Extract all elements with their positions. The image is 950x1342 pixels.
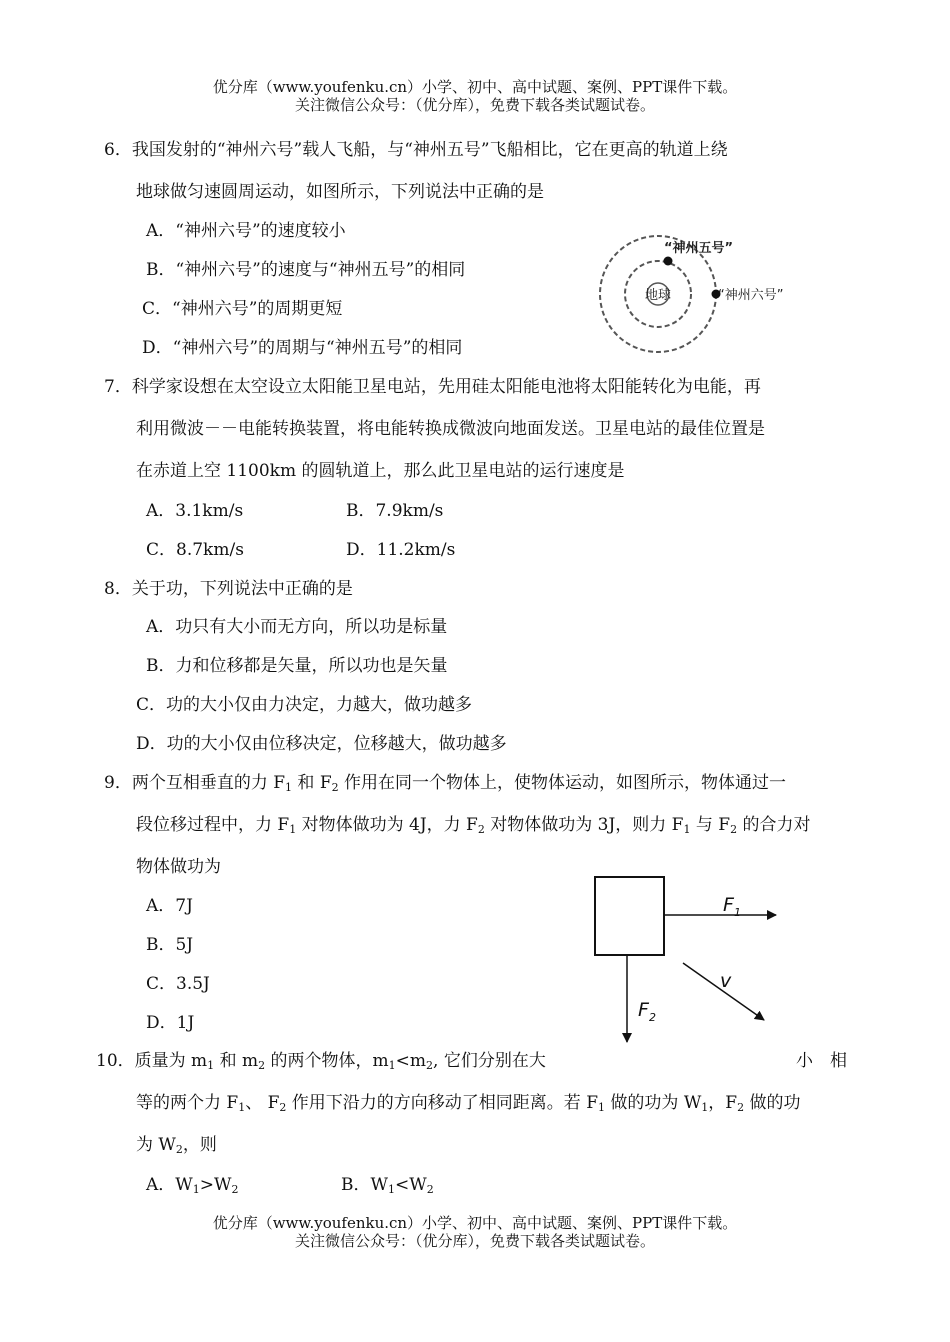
q6-line-1: [104, 135, 728, 160]
q9-option-a: A．7J: [146, 896, 193, 916]
q6-number: 6．: [104, 140, 132, 160]
q10-text-2d: 做的功为 W: [605, 1093, 702, 1113]
earth-label: 地球: [644, 288, 672, 303]
q10-sub-10: 2: [175, 1143, 183, 1156]
q10-text-1a: 质量为 m: [134, 1051, 208, 1071]
q7-option-d: D．11.2km/s: [346, 540, 456, 560]
shenzhou5-label: “神州五号”: [664, 241, 734, 256]
q8-option-a: A．功只有大小而无方向，所以功是标量: [146, 617, 448, 637]
q10-text-3b: ，则: [182, 1135, 217, 1155]
q9-option-d: D．1J: [146, 1013, 195, 1033]
q10-text-2c: 作用下沿力的方向移动了相同距离。若 F: [286, 1093, 599, 1113]
orbit-diagram: [596, 232, 806, 356]
q9-number: 9．: [104, 773, 132, 793]
q6-text-1: 我国发射的“神州六号”载人飞船，与“神州五号”飞船相比，它在更高的轨道上绕: [131, 140, 728, 160]
shenzhou5-dot: [664, 257, 673, 266]
q7-line-2: 利用微波－－电能转换装置，将电能转换成微波向地面发送。卫星电站的最佳位置是: [136, 419, 765, 439]
footer-line-2: 关注微信公众号：（优分库），免费下载各类试题试卷。: [294, 1232, 655, 1250]
q9-line-3: 物体做功为: [136, 857, 221, 877]
q10-option-b: [341, 1170, 434, 1196]
page-footer: [0, 1214, 950, 1250]
q9-sub-2: 2: [331, 781, 339, 794]
header-line-1: 优分库（www.youfenku.cn）小学、初中、高中试题、案例、PPT课件下载。: [212, 78, 738, 96]
q9-text-2b: 对物体做功为 4J，力 F: [296, 815, 478, 835]
page-header: [0, 78, 950, 114]
q10-text-1b: 和 m: [214, 1051, 259, 1071]
q10-opt-b-sub-2: 2: [426, 1183, 434, 1196]
footer-line-1: 优分库（www.youfenku.cn）小学、初中、高中试题、案例、PPT课件下载。: [212, 1214, 738, 1232]
q9-sub-5: 1: [683, 823, 691, 836]
q10-sub-5: 1: [238, 1101, 246, 1114]
q8-option-d: D．功的大小仅由位移决定，位移越大，做功越多: [136, 734, 507, 754]
q7-option-b: B．7.9km/s: [346, 501, 444, 521]
q10-opt-b-text-b: <W: [394, 1175, 427, 1195]
q6-option-b: B．“神州六号”的速度与“神州五号”的相同: [146, 260, 466, 280]
q10-text-1d: <m: [395, 1051, 427, 1071]
q7-line-3: 在赤道上空 1100km 的圆轨道上，那么此卫星电站的运行速度是: [136, 461, 625, 481]
shenzhou6-label: “神州六号”: [718, 288, 784, 303]
q10-line-3: [136, 1130, 217, 1156]
q10-text-2b: 、 F: [245, 1093, 280, 1113]
q9-option-c: C．3.5J: [146, 974, 210, 994]
q10-text-1e: , 它们分别在大: [433, 1051, 546, 1071]
q10-sub-7: 1: [598, 1101, 606, 1114]
q8-option-c: C．功的大小仅由力决定，力越大，做功越多: [136, 695, 473, 715]
q9-line-1: [104, 768, 786, 794]
q10-opt-b-sub-1: 1: [387, 1183, 395, 1196]
q9-text-1b: 和 F: [292, 773, 332, 793]
q10-text-2e: ，F: [708, 1093, 738, 1113]
q9-text-2c: 对物体做功为 3J，则力 F: [484, 815, 684, 835]
q9-text-1a: 两个互相垂直的力 F: [131, 773, 286, 793]
q10-text-3a: 为 W: [136, 1135, 176, 1155]
q10-opt-a-text-b: >W: [199, 1175, 232, 1195]
f1-label: $F_1$: [723, 894, 741, 919]
q10-line-1-end: 小 相: [796, 1051, 847, 1071]
q8-option-b: B．力和位移都是矢量，所以功也是矢量: [146, 656, 448, 676]
q8-number: 8．: [104, 579, 132, 599]
q7-line-1: [104, 372, 761, 397]
q10-sub-1: 1: [207, 1059, 215, 1072]
q10-sub-6: 2: [279, 1101, 287, 1114]
q10-sub-2: 2: [258, 1059, 266, 1072]
q9-sub-6: 2: [730, 823, 738, 836]
q9-sub-4: 2: [477, 823, 485, 836]
q10-sub-3: 1: [388, 1059, 396, 1072]
q7-text-1: 科学家设想在太空设立太阳能卫星电站，先用硅太阳能电池将太阳能转化为电能，再: [131, 377, 761, 397]
q10-number: 10．: [96, 1051, 135, 1071]
q9-text-2e: 的合力对: [737, 815, 811, 835]
q8-text-1: 关于功，下列说法中正确的是: [131, 579, 353, 599]
q10-text-2a: 等的两个力 F: [136, 1093, 239, 1113]
q9-line-2: [136, 810, 811, 836]
q10-opt-b-text: B．W: [341, 1175, 388, 1195]
q9-text-1c: 作用在同一个物体上，使物体运动，如图所示，物体通过一: [338, 773, 787, 793]
q10-opt-a-sub-1: 1: [192, 1183, 200, 1196]
q8-line-1: [104, 574, 353, 599]
q6-option-c: C．“神州六号”的周期更短: [142, 299, 343, 319]
force-diagram: [588, 870, 788, 1048]
q6-line-2: 地球做匀速圆周运动，如图所示，下列说法中正确的是: [136, 182, 544, 202]
q10-sub-9: 2: [737, 1101, 745, 1114]
velocity-label: v: [720, 970, 732, 992]
q10-text-2f: 做的功: [744, 1093, 801, 1113]
f2-label: $F_2$: [638, 999, 656, 1024]
q9-sub-1: 1: [285, 781, 293, 794]
q10-line-1: [96, 1046, 546, 1072]
q10-line-2: [136, 1088, 801, 1114]
q10-opt-a-text: A．W: [146, 1175, 193, 1195]
q7-number: 7．: [104, 377, 132, 397]
q6-option-a: A．“神州六号”的速度较小: [146, 221, 346, 241]
q10-sub-4: 2: [426, 1059, 434, 1072]
q10-option-a: [146, 1170, 238, 1196]
q7-option-c: C．8.7km/s: [146, 540, 244, 560]
q9-text-2d: 与 F: [690, 815, 731, 835]
q9-sub-3: 1: [289, 823, 297, 836]
q7-option-a: A．3.1km/s: [146, 501, 244, 521]
q10-sub-8: 1: [701, 1101, 709, 1114]
q10-opt-a-sub-2: 2: [231, 1183, 239, 1196]
q10-text-1c: 的两个物体，m: [265, 1051, 389, 1071]
q6-option-d: D．“神州六号”的周期与“神州五号”的相同: [142, 338, 463, 358]
q9-option-b: B．5J: [146, 935, 194, 955]
q9-text-2a: 段位移过程中，力 F: [136, 815, 290, 835]
object-box: [595, 877, 664, 955]
header-line-2: 关注微信公众号：（优分库），免费下载各类试题试卷。: [294, 96, 655, 114]
